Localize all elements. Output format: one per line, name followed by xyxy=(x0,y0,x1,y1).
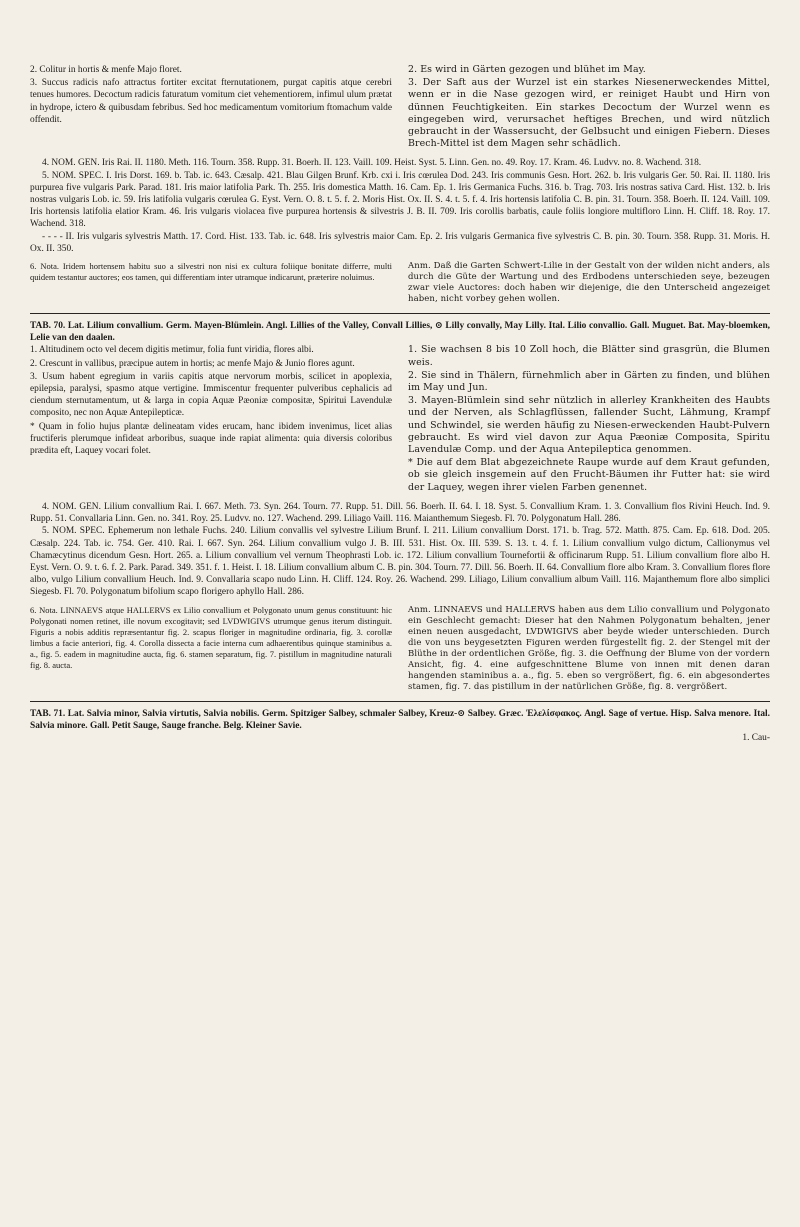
tab70-latin-1: 1. Altitudinem octo vel decem digitis metimur, folia funt viridia, flores albi. xyxy=(30,345,314,356)
top-columns xyxy=(30,64,770,151)
divider-1 xyxy=(30,313,770,314)
tab70-note-latin: 6. Nota. LINNAEVS atque HALLERVS ex Lilio convallium et Polygonato unum genus constituunt: hic Polygonati nomen retinet, ille novum excogitavit; sed LVDWIGIVS utrumque genus iterum distinguit. Figuris a nobis additis repræsentantur fig. 2. scapus floriger in magnitudine ordinaria, fig. 3. corollæ limbus a facie anteriori, fig. 4. Corolla dissecta a facie interna cum adhaerentibus quinque staminibus a. a., fig. 5. eadem in magnitudine aucta, fig. 6. stamen separatum, fig. 7. pistillum in magnitudine naturali fig. 8. aucta. xyxy=(30,604,392,670)
top-latin-column xyxy=(30,64,392,151)
top-latin-3: 3. Succus radicis nafo attractus fortiter excitat fternutationem, purgat capitis atque cerebri tenues humores. Decoctum radicis faturatum vomitum ciet vehementiorem, infimul ulum prætat in hydrope, ictero & quibusdam febribus. Sed hoc medicamentum vomitorium ftomachum valde offendit. xyxy=(30,78,392,125)
tab70-columns xyxy=(30,344,770,494)
tab70-german-2: 2. Sie sind in Thälern, fürnehmlich aber in Gärten zu finden, und blühen im May und Jun. xyxy=(408,369,770,394)
tab70-latin-2: 2. Crescunt in vallibus, præcipue autem in hortis; ac menfe Majo & Junio flores agunt. xyxy=(30,358,355,369)
divider-2 xyxy=(30,701,770,702)
tab70-german-3: 3. Mayen-Blümlein sind sehr nützlich in allerley Krankheiten des Haubts und der Nerven, als Schlagflüssen, fallender Sucht, Lähmung, Krampf und Schwindel, sie werden häufig zu Niesen-erweckenden Haubt-Pulvern gebraucht. Es wird viel davon zur Aqua Pæoniæ Composita, Spiritu Lavendulæ Comp. und der Aqua Antepileptica genommen. xyxy=(408,395,770,456)
tab70-nom-spec: 5. NOM. SPEC. Ephemerum non lethale Fuchs. 240. Lilium convallis vel sylvestre Lilium Brunf. I. 211. Lilium convallium Dorst. 171. b. Trag. 572. Matth. 875. Cam. Ep. 618. Dod. 205. Cæsalp. 224. Tab. ic. 754. Ger. 410. Rai. I. 667. Syn. 264. Lilium convallium vulgo J. B. III. 531. Hist. Ox. III. 539. S. 13. t. 4. f. 1. Lilium convallium vulgo dictum, Callionymus vel Chamæcytinus dicendum Gesn. Hort. 265. a. Lilium convallium vel vernum Theophrasti Lob. ic. 172. Lilium convallium Tournefortii & officinarum Rupp. 51. Lilium convallium flore albo H. Eyst. Vern. O. 9. t. 6. f. 2. Park. Parad. 349. 351. f. 1. Heist. I. 18. Lilium convallium album C. B. pin. 304. Tourn. 77. Dill. 56. Boerh. II. 64. Convallium flore albo Kram. 3. Convallium flores flore albo, vulgo Lilium convallium Heuch. Ind. 9. Convallaria scapo nudo Linn. H. Cliff. 124. Roy. 26. Wachend. 299. Liliago, Lilium convallium album Vaill. 116. Majanthemum flore albo simplici Siegesb. Fl. 70. Polygonatum bifolium scapo florigero aphyllo Hall. 286. xyxy=(30,526,770,598)
tab70-german-column xyxy=(408,344,770,494)
tab70-heading: TAB. 70. Lat. Lilium convallium. Germ. Mayen-Blümlein. Angl. Lillies of the Valley, Convall Lillies, ⊙ Lilly convally, May Lilly. Ital. Lilio convallio. Gall. Muguet. Bat. May-bloemken, Lelie van den daalen. xyxy=(30,321,770,344)
tab70-nomenclature xyxy=(30,501,770,599)
tab70-nom-gen: 4. NOM. GEN. Lilium convallium Rai. I. 667. Meth. 73. Syn. 264. Tourn. 77. Rupp. 51. Dill. 56. Boerh. II. 64. I. 18. Syst. 5. Convallium Kram. 1. 3. Convallium flos Rivini Heuch. Ind. 9. Rupp. 51. Convallaria Linn. Gen. no. 341. Roy. 25. Ludvv. no. 127. Wachend. 299. Liliago Vaill. 116. Maianthemum Siegesb. Fl. 70. Polygonatum Hall. 286. xyxy=(30,501,770,525)
top-note-latin: 6. Nota. Iridem hortensem habitu suo a silvestri non nisi ex cultura foliique bonitate differre, multi quidem testantur auctores; eos tamen, qui differentiam inter utramque indicarunt, præterire noluimus. xyxy=(30,261,392,283)
top-nom-gen: 4. NOM. GEN. Iris Rai. II. 1180. Meth. 116. Tourn. 358. Rupp. 31. Boerh. II. 123. Vaill. 109. Heist. Syst. 5. Linn. Gen. no. 49. Roy. 17. Kram. 46. Ludvv. no. 8. Wachend. 318. xyxy=(42,158,702,169)
tab70-german-note: * Die auf dem Blat abgezeichnete Raupe wurde auf dem Kraut gefunden, ob sie gleich insgemein auf den Frucht-Bäumen ihr Futter hat: sie wird der Laquey, wegen ihrer vielen Farben genennet. xyxy=(408,457,770,493)
tab70-note-german: Anm. LINNAEVS und HALLERVS haben aus dem Lilio convallium und Polygonato ein Geschlecht gemacht: Dieser hat den Nahmen Polygonatum behalten, jener einen neuen ausgedacht, LVDWIGIVS aber beyde wieder unterschieden. Durch die von uns beygesetzten Figuren werden fürgestellt fig. 2. der Stengel mit der Blüthe in der ordentlichen Größe, fig. 3. die Oeffnung der Blume von der vordern Ansicht, fig. 4. eine aufgeschnittene Blume von innen mit denen daran hangenden staminibus a. a., fig. 5. eben so vergrößert, fig. 6. ein abgesondertes stamen, fig. 7. das pistillum in der natürlichen Größe, fig. 8. vergrößert. xyxy=(408,604,770,692)
catchword: 1. Cau- xyxy=(742,732,770,743)
tab71-heading: TAB. 71. Lat. Salvia minor, Salvia virtutis, Salvia nobilis. Germ. Spitziger Salbey, schmaler Salbey, Kreuz-⊙ Salbey. Græc. Ἐλελίσφακος. Angl. Sage of vertue. Hisp. Salva menore. Ital. Salvia minore. Gall. Petit Sauge, Sauge franche. Belg. Kleiner Savie. xyxy=(30,708,770,731)
top-nom-spec: 5. NOM. SPEC. I. Iris Dorst. 169. b. Tab. ic. 643. Cæsalp. 421. Blau Gilgen Brunf. Krb. cxi i. Iris cœrulea Dod. 243. Iris communis Gesn. Hort. 262. b. Iris vulgaris Ger. 50. Rai. II. 1180. Iris purpurea five vulgaris Park. Parad. 181. Iris maior latifolia Park. Th. 255. Iris domestica Matth. 16. Cam. Ep. 1. Iris Germanica Fuchs. 316. b. Trag. 703. Iris nostras sativa Card. Hist. 132. b. Iris nostras vulgaris Lob. ic. 59. Iris latifolia vulgaris cœrulea G. Eyst. Vern. O. 8. t. 5. f. 2. Moris Hist. Ox. II. S. 4. t. 5. f. 4. Iris hortensis latifolia C. B. pin. 31. Tourn. 358. Boerh. II. 124. Vaill. 109. Iris hortensis latifolia elatior Kram. 46. Iris vulgaris violacea five purpurea hortensis & silvestris J. B. II. 709. Iris corollis barbatis, caule foliis longiore multifloro Linn. H. Cliff. 18. Roy. 17. Wachend. 318. xyxy=(30,170,770,230)
tab70-german-1: 1. Sie wachsen 8 bis 10 Zoll hoch, die Blätter sind grasgrün, die Blumen weis. xyxy=(408,344,770,368)
tab71-header xyxy=(30,708,770,745)
top-german-2: 2. Es wird in Gärten gezogen und blühet im May. xyxy=(408,64,646,75)
top-latin-1: 2. Colitur in hortis & menfe Majo floret. xyxy=(30,65,182,75)
top-german-3: 3. Der Saft aus der Wurzel ist ein starkes Niesenerweckendes Mittel, wenn er in die Nase gezogen wird, er reiniget Haubt und Hirn von dünnen Feuchtigkeiten. Ein starkes Decoctum der Wurzel wenn es eingegeben wird, verursachet heftiges Brechen, und wird nützlich gebraucht in der Wassersucht, der Gelbsucht und einigen Fiebern. Dieses Brech-Mittel ist dem Magen sehr schädlich. xyxy=(408,77,770,150)
top-german-column xyxy=(408,64,770,151)
top-notes xyxy=(30,261,770,305)
top-note-german: Anm. Daß die Garten Schwert-Lilie in der Gestalt von der wilden nicht anders, als durch die Güte der Wartung und des Erdbodens unterschieden seye, bezeugen zwar viele Auctores: doch haben wir diejenige, die den Unterscheid angezeiget haben, nicht vorbey gehen wollen. xyxy=(408,261,770,305)
top-nomenclature xyxy=(30,157,770,255)
tab70-latin-3: 3. Usum habent egregium in variis capitis atque nervorum morbis, scilicet in apoplexia, epilepsia, paralysi, spasmo atque vertigine. Immiscentur frequenter pulveribus cephalicis ad ciendum sternutamentum, ut & larga in copia Aquæ Pæoniæ compositæ, Spiritui Lavendulæ composito, nec non Aquæ Antepilepticæ. xyxy=(30,371,392,419)
top-nom-spec-2: - - - - II. Iris vulgaris sylvestris Matth. 17. Cord. Hist. 133. Tab. ic. 648. Iris sylvestris maior Cam. Ep. 2. Iris vulgaris Germanica five sylvestris C. B. pin. 30. Tourn. 358. Rupp. 31. Moris. H. Ox. II. 350. xyxy=(30,231,770,254)
tab70-header xyxy=(30,320,770,344)
tab70-notes xyxy=(30,605,770,693)
tab70-latin-note: * Quam in folio hujus plantæ delineatam vides erucam, hanc ibidem invenimus, licet alias fructiferis plerumque infideat arboribus, suaque inde rapiat alimenta: quia diversis coloribus prædita eft, Laquey vocari folet. xyxy=(30,421,392,457)
tab70-latin-column xyxy=(30,344,392,494)
